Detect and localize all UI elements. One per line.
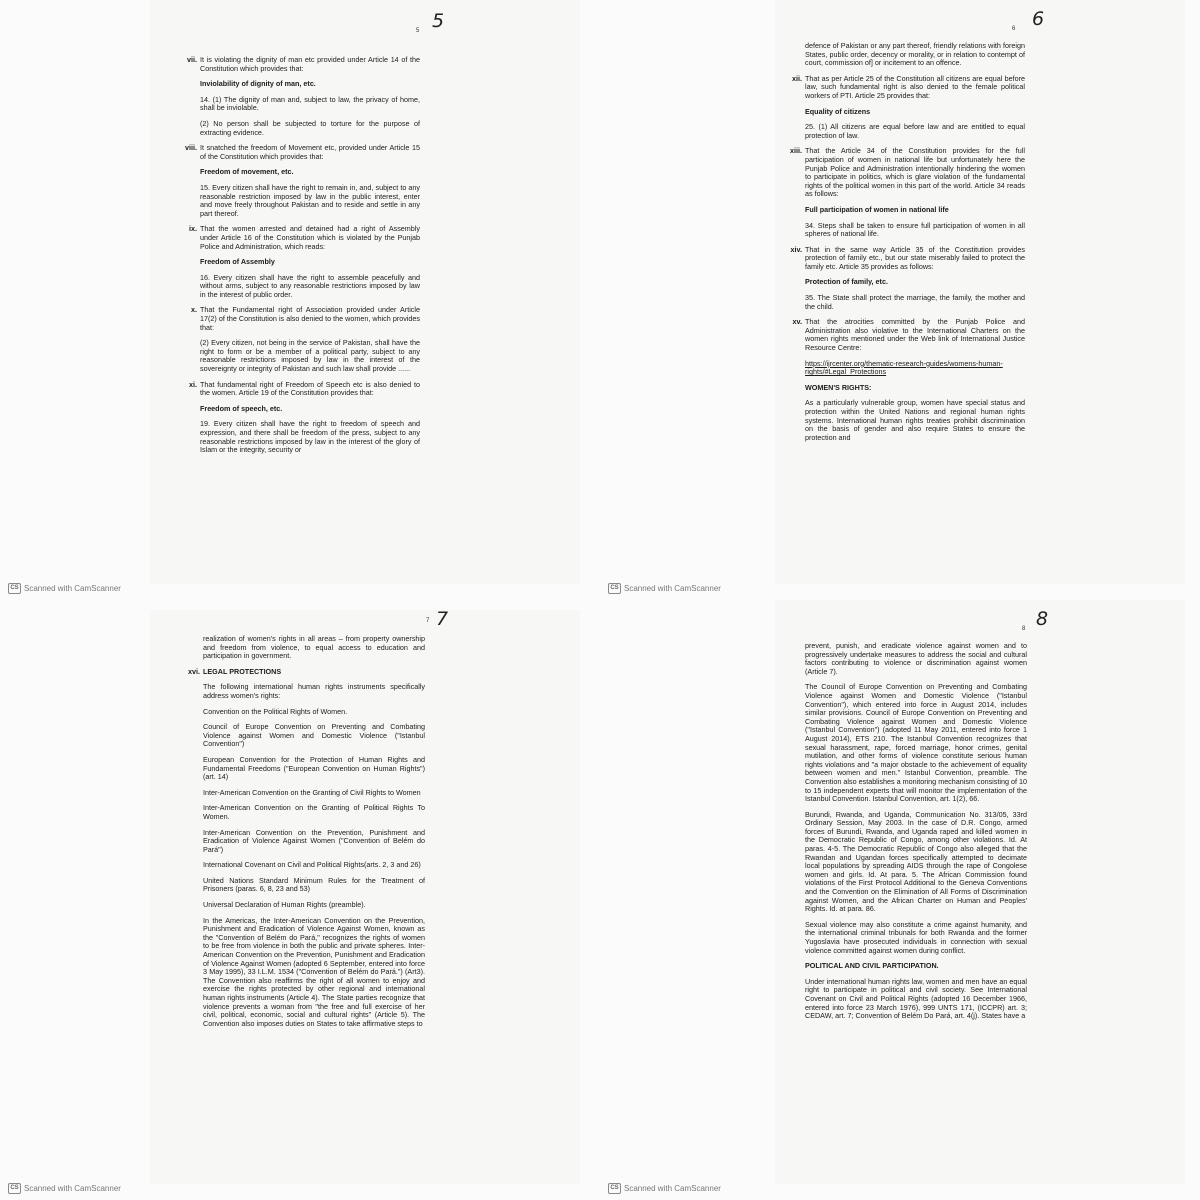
clause-text: That fundamental right of Freedom of Speech etc is also denied to the women. Article 19 of the Constitution provides that: bbox=[200, 379, 420, 398]
watermark-text: Scanned with CamScanner bbox=[624, 1184, 721, 1193]
paragraph: 35. The State shall protect the marriage, the family, the mother and the child. bbox=[805, 293, 1025, 311]
watermark-text: Scanned with CamScanner bbox=[624, 584, 721, 593]
scanner-watermark bbox=[8, 583, 121, 594]
camscanner-icon: CS bbox=[608, 583, 621, 594]
printed-page-number: 7 bbox=[426, 618, 430, 624]
section-heading: Freedom of movement, etc. bbox=[200, 167, 294, 177]
paragraph: Convention on the Political Rights of Women. bbox=[203, 706, 348, 716]
clause-number: vii. bbox=[187, 55, 197, 64]
handwritten-page-number: 6 bbox=[1032, 8, 1045, 30]
section-heading: Freedom of Assembly bbox=[200, 257, 275, 267]
printed-page-number: 5 bbox=[416, 28, 420, 34]
paragraph: United Nations Standard Minimum Rules for the Treatment of Prisoners (paras. 6, 8, 23 and 53) bbox=[203, 875, 425, 894]
clause-text: That the Article 34 of the Constitution provides for the full participation of women in national life but unfortunately here the Punjab Police and Administration intentionally hindering the women to participate in politics, which is glare violation of the fundamental rights of the political women in this part of the world. Article 34 reads as follows: bbox=[805, 146, 1025, 199]
paragraph: 16. Every citizen shall have the right to assemble peacefully and without arms, subject to any reasonable restrictions imposed by law in the interest of public order. bbox=[200, 272, 420, 299]
page-text bbox=[805, 642, 1027, 1028]
clause-number: xiv. bbox=[790, 244, 802, 254]
paragraph: (2) Every citizen, not being in the service of Pakistan, shall have the right to form or be a member of a political party, subject to any reasonable restrictions imposed by law in the interest of the sovereignty or integrity of Pakistan and such law shall provide ...... bbox=[200, 338, 420, 374]
watermark-text: Scanned with CamScanner bbox=[24, 584, 121, 593]
page-text bbox=[790, 41, 1025, 449]
paragraph: As a particularly vulnerable group, women have special status and protection within the United Nations and regional human rights systems. International human rights treaties prohibit discrimination on the basis of gender and also require States to ensure the protection and bbox=[805, 398, 1025, 442]
paragraph: Inter-American Convention on the Granting of Civil Rights to Women bbox=[203, 787, 421, 797]
page-text bbox=[185, 55, 420, 462]
scan-page-8 bbox=[600, 600, 1200, 1200]
clause-text: That as per Article 25 of the Constitution all citizens are equal before law, such fundamental right is also denied to the female political workers of PTI. Article 25 provides that: bbox=[805, 73, 1025, 100]
section-heading: Freedom of speech, etc. bbox=[200, 403, 283, 413]
section-heading: Inviolability of dignity of man, etc. bbox=[200, 79, 316, 89]
scan-page-7 bbox=[0, 600, 600, 1200]
handwritten-page-number: 5 bbox=[432, 10, 445, 32]
clause-number: xii. bbox=[792, 73, 802, 83]
clause-text: That the atrocities committed by the Punjab Police and Administration also violative to the International Charters on the women rights mentioned under the Web link of International Justice Resource Centre: bbox=[805, 317, 1025, 353]
paragraph: prevent, punish, and eradicate violence against women and to progressively undertake measures to address the social and cultural factors contributing to violence or discrimination against women (Article 7). bbox=[805, 641, 1027, 676]
printed-page-number: 8 bbox=[1022, 626, 1026, 632]
clause-text: LEGAL PROTECTIONS bbox=[203, 666, 282, 676]
clause-number: xi. bbox=[189, 379, 197, 389]
paragraph: 25. (1) All citizens are equal before law and are entitled to equal protection of law. bbox=[805, 122, 1025, 140]
numbered-clause bbox=[188, 666, 425, 677]
paragraph: 34. Steps shall be taken to ensure full participation of women in all spheres of national life. bbox=[805, 220, 1025, 239]
section-heading: Full participation of women in national life bbox=[805, 204, 949, 214]
printed-page-number: 6 bbox=[1012, 26, 1016, 32]
clause-number: x. bbox=[191, 305, 197, 315]
paragraph: Council of Europe Convention on Preventing and Combating Violence against Women and Domestic Violence ("Istanbul Convention") bbox=[203, 722, 425, 749]
clause-number: viii. bbox=[185, 143, 197, 153]
scanner-watermark bbox=[608, 1183, 721, 1194]
clause-text: It is violating the dignity of man etc provided under Article 14 of the Constitution which provides that: bbox=[200, 55, 420, 73]
paragraph: Burundi, Rwanda, and Uganda, Communication No. 313/05, 33rd Ordinary Session, May 2003. In the case of D.R. Congo, armed forces of Burundi, Rwanda, and Uganda raped and killed women in the Democratic Republic of Congo, among other violations. Id. At paras. 4-5. The Democratic Republic of Congo also alleged that the Rwandan and Ugandan forces specifically attempted to decimate local populations by spreading AIDS through the rape of Congolese women and girls. Id. At para. 5. The African Commission found violations of the First Protocol Additional to the Geneva Conventions and the Convention on the Elimination of All Forms of Discrimination against Women, and the African Charter on Human and Peoples' Rights. Id. at para. 86. bbox=[805, 809, 1027, 914]
scan-page-5 bbox=[0, 0, 600, 600]
paragraph: Sexual violence may also constitute a crime against humanity, and the international criminal tribunals for both Rwanda and the former Yugoslavia have prosecuted individuals in connection with sexual violence committed against women during conflict. bbox=[805, 919, 1027, 955]
clause-number: xiii. bbox=[790, 146, 802, 156]
numbered-clause bbox=[189, 224, 420, 251]
paragraph: 15. Every citizen shall have the right to remain in, and, subject to any reasonable restriction imposed by law in the public interest, enter and move freely throughout Pakistan and to reside and settle in any part thereof. bbox=[200, 182, 420, 218]
paragraph: 19. Every citizen shall have the right to freedom of speech and expression, and there shall be freedom of the press, subject to any reasonable restrictions imposed by law in the interest of the glory of Islam or the integrity, security or bbox=[200, 419, 420, 455]
clause-text: It snatched the freedom of Movement etc, provided under Article 15 of the Constitution which provides that: bbox=[200, 143, 420, 161]
paragraph: European Convention for the Protection of Human Rights and Fundamental Freedoms ("European Convention on Human Rights") (art. 14) bbox=[203, 754, 425, 782]
numbered-clause bbox=[191, 305, 420, 332]
paragraph: Inter-American Convention on the Prevention, Punishment and Eradication of Violence Against Women ("Convention of Belém do Pará") bbox=[203, 827, 425, 854]
paragraph: realization of women's rights in all areas – from property ownership and freedom from violence, to equal access to education and participation in government. bbox=[203, 634, 425, 661]
section-heading: POLITICAL AND CIVIL PARTICIPATION. bbox=[805, 961, 939, 971]
paragraph: International Covenant on Civil and Political Rights(arts. 2, 3 and 26) bbox=[203, 860, 421, 870]
scanner-watermark bbox=[608, 583, 721, 594]
scan-page-6 bbox=[600, 0, 1200, 600]
paragraph: Inter-American Convention on the Granting of Political Rights To Women. bbox=[203, 803, 425, 821]
paragraph: (2) No person shall be subjected to torture for the purpose of extracting evidence. bbox=[200, 118, 420, 137]
section-heading: Protection of family, etc. bbox=[805, 277, 888, 287]
page-text bbox=[188, 634, 425, 1035]
handwritten-page-number: 7 bbox=[436, 608, 449, 630]
reference-link[interactable]: https://ijrcenter.org/thematic-research-guides/womens-human-rights/#Legal_Protections bbox=[805, 358, 1003, 377]
clause-number: xv. bbox=[792, 317, 802, 327]
numbered-clause bbox=[790, 146, 1025, 199]
paragraph: The Council of Europe Convention on Preventing and Combating Violence against Women and Domestic Violence ("Istanbul Convention"), which entered into force in August 2014, includes similar provisions. Council of Europe Convention on Preventing and Combating Violence against Women and Domestic Violence ("Istanbul Convention") (adopted 11 May 2011, entered into force 1 August 2014), ETS 210. The Istanbul Convention recognizes that sexual harassment, rape, forced marriage, honor crimes, genital mutilation, and other forms of violence constitute serious human rights violations and "a major obstacle to the achievement of equality between women and men." Istanbul Convention, preamble. The Convention also establishes a monitoring mechanism consisting of 10 to 15 independent experts that will monitor the implementation of the Istanbul Convention. Istanbul Convention, art. 1(2), 66. bbox=[805, 682, 1027, 804]
numbered-clause bbox=[792, 73, 1025, 101]
camscanner-icon: CS bbox=[8, 1183, 21, 1194]
scanner-watermark bbox=[8, 1183, 121, 1194]
watermark-text: Scanned with CamScanner bbox=[24, 1184, 121, 1193]
paragraph: 14. (1) The dignity of man and, subject to law, the privacy of home, shall be inviolable. bbox=[200, 94, 420, 113]
numbered-clause bbox=[185, 143, 420, 161]
paragraph: Under international human rights law, women and men have an equal right to participate in political and civil society. See International Covenant on Civil and Political Rights (adopted 16 December 1966, entered into force 23 March 1976), 999 UNTS 171, (ICCPR) art. 3; CEDAW, art. 7; Convention of Belém Do Pará, art. 4(j). States have a bbox=[805, 976, 1027, 1021]
numbered-clause bbox=[790, 244, 1025, 272]
paragraph: Universal Declaration of Human Rights (preamble). bbox=[203, 900, 366, 910]
numbered-clause bbox=[187, 55, 420, 73]
handwritten-page-number: 8 bbox=[1036, 608, 1049, 630]
clause-text: That the women arrested and detained had a right of Assembly under Article 16 of the Constitution which is violated by the Punjab Police and Administration, which reads: bbox=[200, 224, 420, 251]
paragraph: defence of Pakistan or any part thereof, friendly relations with foreign States, public order, decency or morality, or in relation to contempt of court, commission of] or incitement to an offence. bbox=[805, 41, 1025, 68]
clause-number: ix. bbox=[189, 224, 197, 234]
section-heading: WOMEN'S RIGHTS: bbox=[805, 382, 872, 392]
camscanner-icon: CS bbox=[608, 1183, 621, 1194]
camscanner-icon: CS bbox=[8, 583, 21, 594]
clause-text: That in the same way Article 35 of the Constitution provides protection of family etc., but our state miserably failed to protect the family etc. Article 35 provides as follows: bbox=[805, 244, 1025, 271]
clause-number: xvi. bbox=[188, 666, 200, 676]
paragraph: In the Americas, the Inter-American Convention on the Prevention, Punishment and Eradication of Violence Against Women, known as the "Convention of Belém do Pará," recognizes the rights of women to be free from violence in both the public and private spheres. Inter-American Convention on the Prevention, Punishment and Eradication of Violence Against Women (adopted 6 September, entered into force 3 May 1995), 33 I.L.M. 1534 ("Convention of Belém do Pará.") (Art3). The Convention also reaffirms the right of all women to enjoy and exercise the rights protected by other regional and international human rights instruments (Article 4). The State parties recognize that violence prevents a woman from "the free and full exercise of her civil, political, economic, social and cultural rights" (Article 5). The Convention also imposes duties on States to take affirmative steps to bbox=[203, 915, 425, 1028]
section-heading: Equality of citizens bbox=[805, 106, 871, 116]
numbered-clause bbox=[189, 379, 420, 398]
paragraph: The following international human rights instruments specifically address women's rights: bbox=[203, 682, 425, 700]
numbered-clause bbox=[792, 317, 1025, 353]
clause-text: That the Fundamental right of Association provided under Article 17(2) of the Constitution is also denied to the women, which provides that: bbox=[200, 305, 420, 332]
